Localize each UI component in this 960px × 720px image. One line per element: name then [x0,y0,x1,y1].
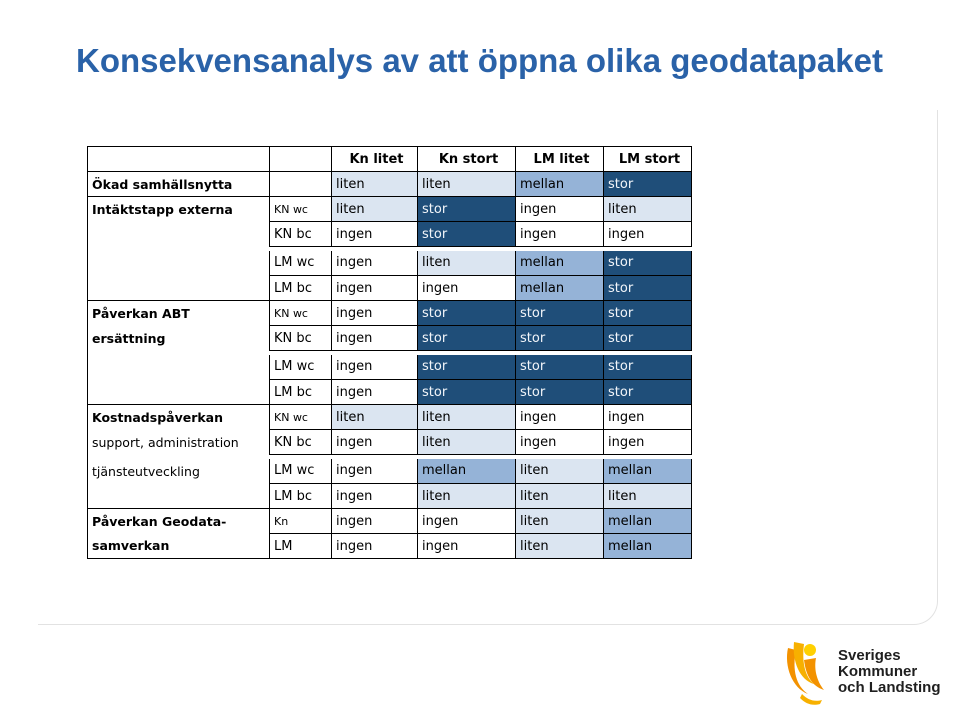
value-cell: liten [332,405,418,430]
skl-logo [782,636,942,706]
value-cell: stor [604,355,692,380]
value-cell: liten [418,172,516,197]
value-cell: mellan [516,276,604,301]
row-sublabel: KN wc [270,197,332,222]
value-cell: ingen [332,430,418,455]
value-cell: ingen [332,355,418,380]
value-cell: ingen [332,326,418,351]
row-label: Ökad samhällsnytta [88,172,270,197]
table-row [88,222,692,247]
value-cell: mellan [604,534,692,559]
value-cell: ingen [332,276,418,301]
consequence-table [87,146,692,559]
value-cell: ingen [332,534,418,559]
value-cell: liten [604,484,692,509]
row-label: tjänsteutveckling [88,459,270,484]
table-row [88,430,692,455]
value-cell: liten [418,484,516,509]
row-sublabel: LM wc [270,355,332,380]
column-header: Kn stort [418,147,516,172]
value-cell: stor [516,326,604,351]
value-cell: ingen [332,509,418,534]
value-cell: stor [418,380,516,405]
value-cell: ingen [516,405,604,430]
value-cell: liten [516,509,604,534]
value-cell: stor [604,301,692,326]
row-label: ersättning [88,326,270,351]
value-cell: liten [418,251,516,276]
value-cell: ingen [516,222,604,247]
table-row [88,380,692,405]
row-sublabel: KN bc [270,326,332,351]
value-cell: stor [516,301,604,326]
value-cell: ingen [516,430,604,455]
row-sublabel: LM wc [270,459,332,484]
table-row [88,251,692,276]
table-row [88,355,692,380]
row-label [88,380,270,405]
value-cell: mellan [516,172,604,197]
value-cell: liten [516,534,604,559]
value-cell: ingen [332,484,418,509]
skl-logo-mark-icon [782,636,830,706]
table-row [88,326,692,351]
table-row [88,509,692,534]
value-cell: ingen [332,301,418,326]
value-cell: ingen [604,222,692,247]
row-sublabel: KN bc [270,222,332,247]
row-label: Påverkan Geodata- [88,509,270,534]
logo-text [838,648,941,696]
table-row [88,197,692,222]
row-sublabel: LM bc [270,380,332,405]
value-cell: stor [516,380,604,405]
value-cell: ingen [604,405,692,430]
value-cell: ingen [418,509,516,534]
row-label: Kostnadspåverkan [88,405,270,430]
value-cell: stor [418,222,516,247]
value-cell: mellan [418,459,516,484]
row-label [88,355,270,380]
page-title: Konsekvensanalys av att öppna olika geodatapaket [76,42,883,79]
value-cell: stor [604,172,692,197]
table-row [88,484,692,509]
table-row [88,459,692,484]
row-sublabel: LM bc [270,276,332,301]
row-sublabel: LM [270,534,332,559]
value-cell: ingen [332,251,418,276]
header-empty-label-cell [88,147,270,172]
row-sublabel [270,172,332,197]
row-label [88,484,270,509]
row-label: support, administration [88,430,270,455]
value-cell: stor [604,251,692,276]
row-sublabel: KN bc [270,430,332,455]
table-row [88,276,692,301]
row-label [88,222,270,247]
value-cell: stor [604,326,692,351]
row-sublabel: KN wc [270,301,332,326]
value-cell: ingen [604,430,692,455]
logo-line: Sveriges [838,647,901,664]
value-cell: stor [418,355,516,380]
value-cell: ingen [516,197,604,222]
value-cell: ingen [418,534,516,559]
value-cell: ingen [332,222,418,247]
value-cell: mellan [604,459,692,484]
value-cell: liten [418,405,516,430]
header-empty-sub-cell [270,147,332,172]
row-label [88,251,270,276]
logo-line: och Landsting [838,679,941,696]
value-cell: liten [332,172,418,197]
value-cell: liten [604,197,692,222]
value-cell: liten [418,430,516,455]
value-cell: stor [418,301,516,326]
row-sublabel: Kn [270,509,332,534]
row-label: samverkan [88,534,270,559]
value-cell: ingen [332,380,418,405]
value-cell: ingen [418,276,516,301]
row-label: Påverkan ABT [88,301,270,326]
table-row [88,534,692,559]
value-cell: liten [332,197,418,222]
value-cell: stor [418,197,516,222]
row-label [88,276,270,301]
row-label: Intäktstapp externa [88,197,270,222]
column-header: LM stort [604,147,692,172]
value-cell: stor [516,355,604,380]
column-header: LM litet [516,147,604,172]
row-sublabel: LM wc [270,251,332,276]
table-row [88,172,692,197]
row-sublabel: KN wc [270,405,332,430]
table-row [88,405,692,430]
table-row [88,301,692,326]
value-cell: mellan [516,251,604,276]
value-cell: liten [516,459,604,484]
value-cell: ingen [332,459,418,484]
value-cell: stor [604,276,692,301]
table-header-row [88,147,692,172]
row-sublabel: LM bc [270,484,332,509]
column-header: Kn litet [332,147,418,172]
value-cell: liten [516,484,604,509]
value-cell: stor [418,326,516,351]
logo-line: Kommuner [838,663,918,680]
value-cell: stor [604,380,692,405]
value-cell: mellan [604,509,692,534]
